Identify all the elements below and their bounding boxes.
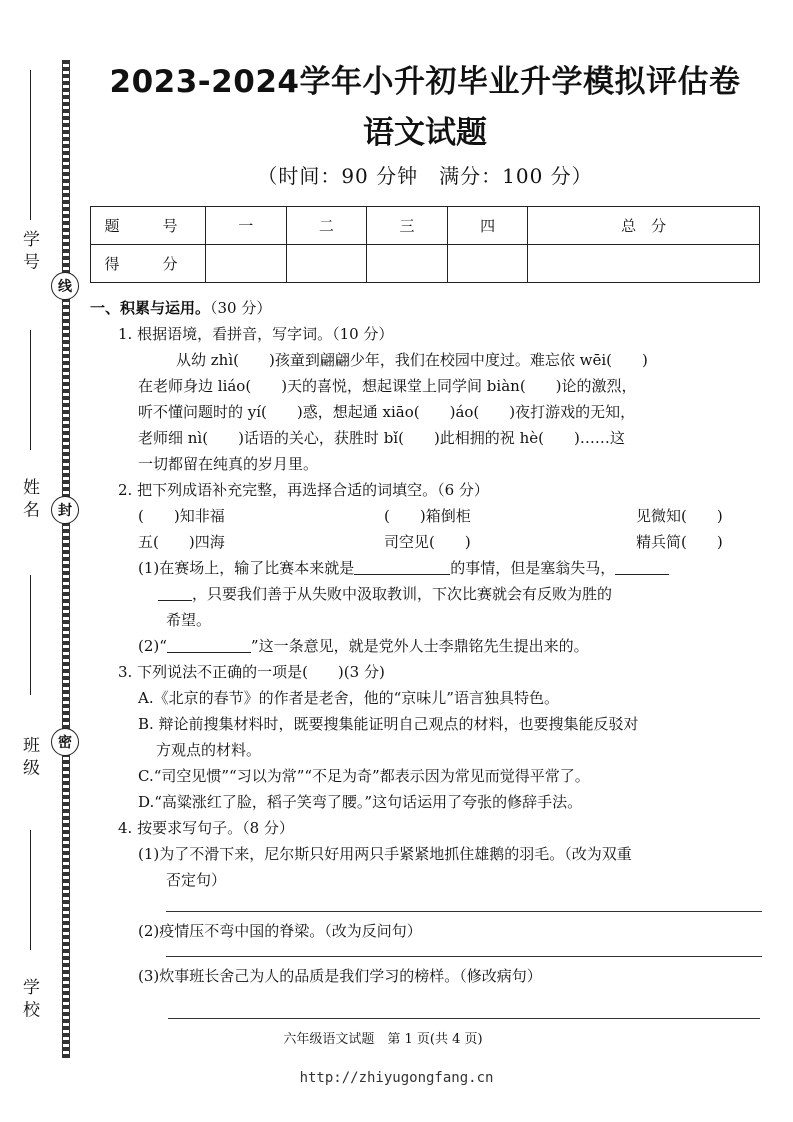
score-cell: 一 (206, 207, 287, 245)
fill-blank[interactable] (158, 582, 192, 601)
sentence-part: ，只要我们善于从失败中汲取教训，下次比赛就会有反败为胜的 (192, 585, 613, 603)
score-cell: 二 (286, 207, 367, 245)
class-label: 班 级 (19, 736, 39, 776)
idiom-row (90, 503, 762, 529)
idiom-item[interactable]: 见微知( ) (636, 507, 723, 525)
choice-c[interactable]: C.“司空见惯”“习以为常”“不足为奇”都表示因为常见而觉得平常了。 (138, 767, 590, 785)
score-input-cell[interactable] (286, 245, 367, 283)
student-id-label: 学 号 (19, 230, 39, 270)
question-stem: 1. 根据语境，看拼音，写字词。（10 分） (118, 325, 394, 343)
idiom-item[interactable]: 精兵简( ) (636, 533, 723, 551)
sentence-part: 的事情，但是塞翁失马， (450, 559, 616, 577)
choice-a[interactable]: A.《北京的春节》的作者是老舍，他的“京味儿”语言独具特色。 (138, 689, 559, 707)
choice-b-cont: 方观点的材料。 (156, 741, 262, 759)
section-points: （30 分） (210, 299, 272, 317)
section-heading (90, 295, 762, 321)
answer-line[interactable] (166, 911, 762, 912)
exam-title: 2023-2024学年小升初毕业升学模拟评估卷 (109, 64, 741, 100)
question-text: 在老师身边 liáo( )天的喜悦，想起课堂上同学间 biàn( )论的激烈， (138, 377, 637, 395)
side-line (30, 330, 31, 450)
fill-sentence (90, 581, 762, 607)
sentence-part: ”这一条意见，就是党外人士李鼎铭先生提出来的。 (250, 637, 589, 655)
side-line (30, 70, 31, 220)
idiom-item[interactable]: 五( )四海 (138, 533, 225, 551)
score-table-score-row (91, 245, 760, 283)
fill-blank[interactable] (615, 556, 669, 575)
sentence-task: (1)为了不滑下来，尼尔斯只好用两只手紧紧地抓住雄鹅的羽毛。（改为双重 (138, 845, 632, 863)
binding-dashed-line (62, 60, 70, 1058)
choice-b[interactable]: B. 辩论前搜集材料时，既要搜集能证明自己观点的材料，也要搜集能反驳对 (138, 715, 639, 733)
score-input-cell[interactable] (367, 245, 448, 283)
score-cell: 四 (447, 207, 528, 245)
question-stem: 3. 下列说法不正确的一项是( )(3 分) (118, 663, 385, 681)
fill-blank[interactable] (167, 634, 251, 653)
choice-d[interactable]: D.“高粱涨红了脸，稻子笑弯了腰。”这句话运用了夸张的修辞手法。 (138, 793, 583, 811)
score-cell: 题 号 (91, 207, 206, 245)
watermark-url: http://zhiyugongfang.cn (299, 1070, 494, 1086)
answer-line[interactable] (168, 1018, 760, 1019)
idiom-item[interactable]: 司空见( ) (384, 533, 471, 551)
side-line (30, 575, 31, 695)
question-text: 听不懂问题时的 yí( )惑，想起通 xiāo( )áo( )夜打游戏的无知， (138, 403, 636, 421)
fill-sentence (90, 633, 762, 659)
seal-feng: 封 (51, 496, 79, 524)
score-input-cell[interactable] (206, 245, 287, 283)
sentence-task: (3)炊事班长舍己为人的品质是我们学习的榜样。（修改病句） (138, 967, 542, 985)
answer-line[interactable] (166, 956, 762, 957)
question-text: 老师细 nì( )话语的关心，获胜时 bǐ( )此相拥的祝 hè( )……这 (138, 429, 625, 447)
page-footer: 六年级语文试题 第 1 页(共 4 页) (283, 1032, 483, 1047)
idiom-item[interactable]: ( )知非福 (138, 507, 225, 525)
sentence-part: (2)“ (138, 637, 167, 655)
score-cell: 总 分 (528, 207, 760, 245)
score-table (90, 206, 760, 283)
school-label: 学 校 (19, 978, 39, 1018)
question-stem: 2. 把下列成语补充完整，再选择合适的词填空。（6 分） (118, 481, 489, 499)
idiom-item[interactable]: ( )箱倒柜 (384, 507, 471, 525)
section-title: 一、积累与运用。 (90, 299, 211, 317)
seal-xian: 线 (51, 272, 79, 300)
sentence-part: (1)在赛场上，输了比赛本来就是 (138, 559, 355, 577)
score-input-cell[interactable] (447, 245, 528, 283)
exam-content (90, 295, 762, 989)
question-stem: 4. 按要求写句子。（8 分） (118, 819, 294, 837)
sentence-task: (2)疫情压不弯中国的脊梁。（改为反问句） (138, 922, 422, 940)
sentence-task-cont: 否定句） (166, 871, 227, 889)
score-table-header-row (91, 207, 760, 245)
score-input-cell[interactable] (528, 245, 760, 283)
exam-subtitle: 语文试题 (363, 115, 487, 151)
side-line (30, 830, 31, 950)
score-cell: 得 分 (91, 245, 206, 283)
fill-blank[interactable] (354, 556, 450, 575)
fill-sentence (90, 555, 762, 581)
time-info: （时间：90 分钟 满分：100 分） (257, 164, 593, 188)
name-label: 姓 名 (19, 478, 39, 518)
sentence-part: 希望。 (166, 611, 212, 629)
score-cell: 三 (367, 207, 448, 245)
seal-mi: 密 (51, 728, 79, 756)
idiom-row (90, 529, 762, 555)
question-text: 从幼 zhì( )孩童到翩翩少年，我们在校园中度过。难忘依 wēi( ) (176, 351, 648, 369)
question-text: 一切都留在纯真的岁月里。 (138, 455, 319, 473)
